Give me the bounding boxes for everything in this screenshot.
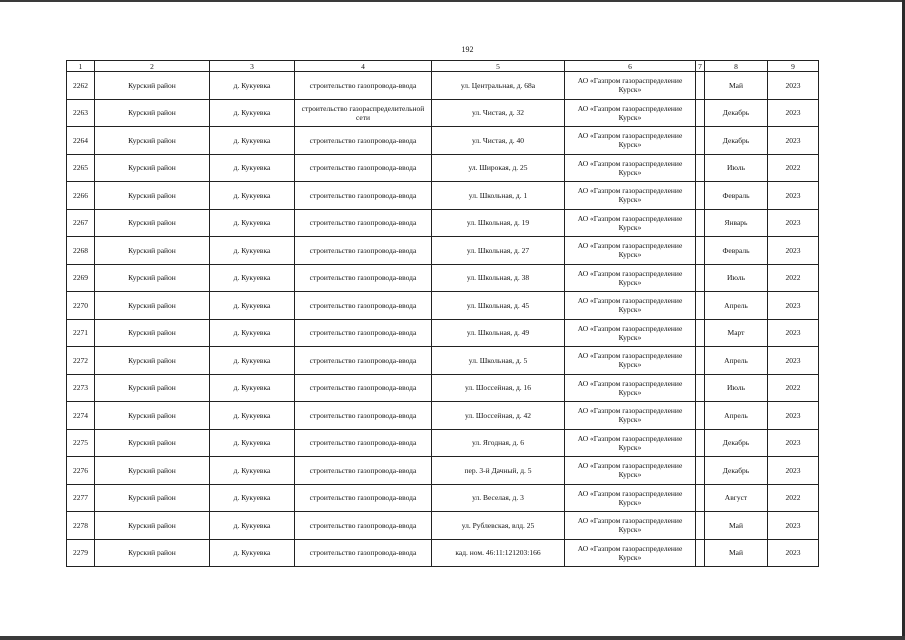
table-row	[67, 484, 819, 512]
cell-year: 2023	[768, 72, 819, 100]
cell-work-type: строительство газопровода-ввода	[295, 539, 432, 567]
cell-district: Курский район	[95, 292, 210, 320]
cell-number: 2269	[67, 264, 95, 292]
cell-organization: АО «Газпром газораспределение Курск»	[565, 209, 696, 237]
cell-district: Курский район	[95, 319, 210, 347]
cell-address: ул. Ягодная, д. 6	[432, 429, 565, 457]
cell-number: 2279	[67, 539, 95, 567]
cell-settlement: д. Кукуевка	[210, 209, 295, 237]
cell-empty	[696, 292, 705, 320]
cell-month: Декабрь	[705, 429, 768, 457]
cell-number: 2264	[67, 127, 95, 155]
cell-month: Июль	[705, 264, 768, 292]
table-row	[67, 457, 819, 485]
cell-month: Апрель	[705, 292, 768, 320]
cell-organization: АО «Газпром газораспределение Курск»	[565, 237, 696, 265]
cell-settlement: д. Кукуевка	[210, 347, 295, 375]
cell-month: Май	[705, 72, 768, 100]
cell-empty	[696, 512, 705, 540]
cell-settlement: д. Кукуевка	[210, 429, 295, 457]
scan-edge-bottom	[0, 636, 905, 640]
gasification-table	[66, 60, 819, 567]
cell-organization: АО «Газпром газораспределение Курск»	[565, 402, 696, 430]
cell-month: Май	[705, 512, 768, 540]
cell-district: Курский район	[95, 237, 210, 265]
cell-organization: АО «Газпром газораспределение Курск»	[565, 182, 696, 210]
cell-empty	[696, 457, 705, 485]
cell-work-type: строительство газопровода-ввода	[295, 292, 432, 320]
cell-organization: АО «Газпром газораспределение Курск»	[565, 512, 696, 540]
cell-work-type: строительство газопровода-ввода	[295, 484, 432, 512]
cell-district: Курский район	[95, 539, 210, 567]
table-row	[67, 264, 819, 292]
cell-empty	[696, 319, 705, 347]
cell-month: Март	[705, 319, 768, 347]
cell-year: 2023	[768, 319, 819, 347]
cell-number: 2262	[67, 72, 95, 100]
cell-district: Курский район	[95, 457, 210, 485]
cell-empty	[696, 374, 705, 402]
cell-district: Курский район	[95, 347, 210, 375]
cell-settlement: д. Кукуевка	[210, 99, 295, 127]
cell-address: ул. Школьная, д. 27	[432, 237, 565, 265]
cell-number: 2278	[67, 512, 95, 540]
cell-year: 2023	[768, 347, 819, 375]
cell-number: 2274	[67, 402, 95, 430]
cell-organization: АО «Газпром газораспределение Курск»	[565, 292, 696, 320]
cell-work-type: строительство газопровода-ввода	[295, 402, 432, 430]
column-header: 5	[432, 61, 565, 72]
cell-month: Февраль	[705, 182, 768, 210]
cell-work-type: строительство газопровода-ввода	[295, 209, 432, 237]
cell-organization: АО «Газпром газораспределение Курск»	[565, 264, 696, 292]
cell-number: 2271	[67, 319, 95, 347]
cell-settlement: д. Кукуевка	[210, 182, 295, 210]
cell-work-type: строительство газопровода-ввода	[295, 127, 432, 155]
table-row	[67, 512, 819, 540]
cell-month: Декабрь	[705, 99, 768, 127]
cell-address: ул. Школьная, д. 19	[432, 209, 565, 237]
cell-district: Курский район	[95, 154, 210, 182]
cell-empty	[696, 72, 705, 100]
table-row	[67, 319, 819, 347]
cell-settlement: д. Кукуевка	[210, 292, 295, 320]
cell-district: Курский район	[95, 127, 210, 155]
cell-year: 2023	[768, 127, 819, 155]
cell-year: 2022	[768, 484, 819, 512]
cell-work-type: строительство газопровода-ввода	[295, 154, 432, 182]
cell-address: ул. Чистая, д. 40	[432, 127, 565, 155]
cell-year: 2023	[768, 539, 819, 567]
table-row	[67, 237, 819, 265]
cell-work-type: строительство газопровода-ввода	[295, 319, 432, 347]
cell-district: Курский район	[95, 209, 210, 237]
column-header: 4	[295, 61, 432, 72]
cell-empty	[696, 539, 705, 567]
cell-year: 2023	[768, 209, 819, 237]
cell-number: 2277	[67, 484, 95, 512]
cell-month: Апрель	[705, 347, 768, 375]
cell-address: ул. Школьная, д. 45	[432, 292, 565, 320]
cell-year: 2023	[768, 402, 819, 430]
cell-address: ул. Школьная, д. 49	[432, 319, 565, 347]
cell-organization: АО «Газпром газораспределение Курск»	[565, 457, 696, 485]
cell-address: ул. Центральная, д. 68а	[432, 72, 565, 100]
cell-empty	[696, 402, 705, 430]
cell-organization: АО «Газпром газораспределение Курск»	[565, 319, 696, 347]
cell-work-type: строительство газопровода-ввода	[295, 429, 432, 457]
cell-year: 2022	[768, 264, 819, 292]
table-row	[67, 209, 819, 237]
cell-settlement: д. Кукуевка	[210, 402, 295, 430]
cell-year: 2023	[768, 237, 819, 265]
cell-settlement: д. Кукуевка	[210, 264, 295, 292]
cell-number: 2273	[67, 374, 95, 402]
cell-district: Курский район	[95, 484, 210, 512]
cell-year: 2022	[768, 154, 819, 182]
cell-month: Июль	[705, 154, 768, 182]
table-row	[67, 347, 819, 375]
cell-year: 2023	[768, 512, 819, 540]
cell-empty	[696, 264, 705, 292]
cell-number: 2268	[67, 237, 95, 265]
cell-number: 2272	[67, 347, 95, 375]
cell-work-type: строительство газопровода-ввода	[295, 237, 432, 265]
table-row	[67, 374, 819, 402]
column-header: 9	[768, 61, 819, 72]
cell-settlement: д. Кукуевка	[210, 484, 295, 512]
page-number: 192	[461, 45, 474, 54]
cell-month: Февраль	[705, 237, 768, 265]
cell-address: ул. Школьная, д. 5	[432, 347, 565, 375]
cell-year: 2022	[768, 374, 819, 402]
cell-address: ул. Школьная, д. 1	[432, 182, 565, 210]
cell-district: Курский район	[95, 182, 210, 210]
cell-address: ул. Рублевская, влд. 25	[432, 512, 565, 540]
cell-work-type: строительство газопровода-ввода	[295, 264, 432, 292]
cell-address: ул. Шоссейная, д. 16	[432, 374, 565, 402]
cell-settlement: д. Кукуевка	[210, 154, 295, 182]
cell-organization: АО «Газпром газораспределение Курск»	[565, 99, 696, 127]
cell-settlement: д. Кукуевка	[210, 512, 295, 540]
table-header-row	[67, 61, 819, 72]
table-row	[67, 127, 819, 155]
column-header: 3	[210, 61, 295, 72]
column-header: 7	[696, 61, 705, 72]
cell-work-type: строительство газопровода-ввода	[295, 72, 432, 100]
cell-empty	[696, 127, 705, 155]
cell-month: Май	[705, 539, 768, 567]
cell-address: ул. Широкая, д. 25	[432, 154, 565, 182]
cell-work-type: строительство газопровода-ввода	[295, 512, 432, 540]
cell-settlement: д. Кукуевка	[210, 539, 295, 567]
cell-empty	[696, 237, 705, 265]
cell-year: 2023	[768, 292, 819, 320]
cell-year: 2023	[768, 457, 819, 485]
cell-month: Июль	[705, 374, 768, 402]
cell-number: 2265	[67, 154, 95, 182]
column-header: 6	[565, 61, 696, 72]
cell-district: Курский район	[95, 72, 210, 100]
cell-settlement: д. Кукуевка	[210, 127, 295, 155]
column-header: 8	[705, 61, 768, 72]
table-row	[67, 182, 819, 210]
table-row	[67, 72, 819, 100]
cell-year: 2023	[768, 182, 819, 210]
cell-district: Курский район	[95, 512, 210, 540]
cell-district: Курский район	[95, 429, 210, 457]
cell-address: ул. Веселая, д. 3	[432, 484, 565, 512]
cell-settlement: д. Кукуевка	[210, 374, 295, 402]
cell-number: 2263	[67, 99, 95, 127]
cell-empty	[696, 484, 705, 512]
cell-month: Декабрь	[705, 457, 768, 485]
table-row	[67, 99, 819, 127]
cell-district: Курский район	[95, 374, 210, 402]
cell-month: Август	[705, 484, 768, 512]
cell-work-type: строительство газопровода-ввода	[295, 457, 432, 485]
cell-empty	[696, 429, 705, 457]
cell-empty	[696, 182, 705, 210]
cell-year: 2023	[768, 429, 819, 457]
cell-work-type: строительство газопровода-ввода	[295, 347, 432, 375]
cell-number: 2266	[67, 182, 95, 210]
cell-work-type: строительство газопровода-ввода	[295, 182, 432, 210]
cell-number: 2267	[67, 209, 95, 237]
table-row	[67, 429, 819, 457]
cell-organization: АО «Газпром газораспределение Курск»	[565, 347, 696, 375]
cell-organization: АО «Газпром газораспределение Курск»	[565, 429, 696, 457]
column-header: 1	[67, 61, 95, 72]
cell-settlement: д. Кукуевка	[210, 319, 295, 347]
table-row	[67, 292, 819, 320]
cell-work-type: строительство газораспределительной сети	[295, 99, 432, 127]
cell-address: ул. Чистая, д. 32	[432, 99, 565, 127]
cell-organization: АО «Газпром газораспределение Курск»	[565, 539, 696, 567]
cell-month: Декабрь	[705, 127, 768, 155]
cell-number: 2276	[67, 457, 95, 485]
cell-address: ул. Шоссейная, д. 42	[432, 402, 565, 430]
table-row	[67, 539, 819, 567]
scan-edge-top	[0, 0, 905, 2]
cell-year: 2023	[768, 99, 819, 127]
cell-number: 2270	[67, 292, 95, 320]
table-row	[67, 402, 819, 430]
cell-district: Курский район	[95, 402, 210, 430]
cell-empty	[696, 99, 705, 127]
cell-settlement: д. Кукуевка	[210, 72, 295, 100]
cell-number: 2275	[67, 429, 95, 457]
cell-organization: АО «Газпром газораспределение Курск»	[565, 154, 696, 182]
cell-organization: АО «Газпром газораспределение Курск»	[565, 484, 696, 512]
cell-empty	[696, 347, 705, 375]
cell-district: Курский район	[95, 264, 210, 292]
cell-organization: АО «Газпром газораспределение Курск»	[565, 374, 696, 402]
cell-month: Январь	[705, 209, 768, 237]
table-row	[67, 154, 819, 182]
column-header: 2	[95, 61, 210, 72]
cell-address: кад. ном. 46:11:121203:166	[432, 539, 565, 567]
cell-district: Курский район	[95, 99, 210, 127]
cell-month: Апрель	[705, 402, 768, 430]
cell-organization: АО «Газпром газораспределение Курск»	[565, 127, 696, 155]
cell-empty	[696, 154, 705, 182]
cell-address: ул. Школьная, д. 38	[432, 264, 565, 292]
cell-work-type: строительство газопровода-ввода	[295, 374, 432, 402]
cell-organization: АО «Газпром газораспределение Курск»	[565, 72, 696, 100]
cell-settlement: д. Кукуевка	[210, 237, 295, 265]
cell-settlement: д. Кукуевка	[210, 457, 295, 485]
cell-address: пер. 3-й Дачный, д. 5	[432, 457, 565, 485]
cell-empty	[696, 209, 705, 237]
